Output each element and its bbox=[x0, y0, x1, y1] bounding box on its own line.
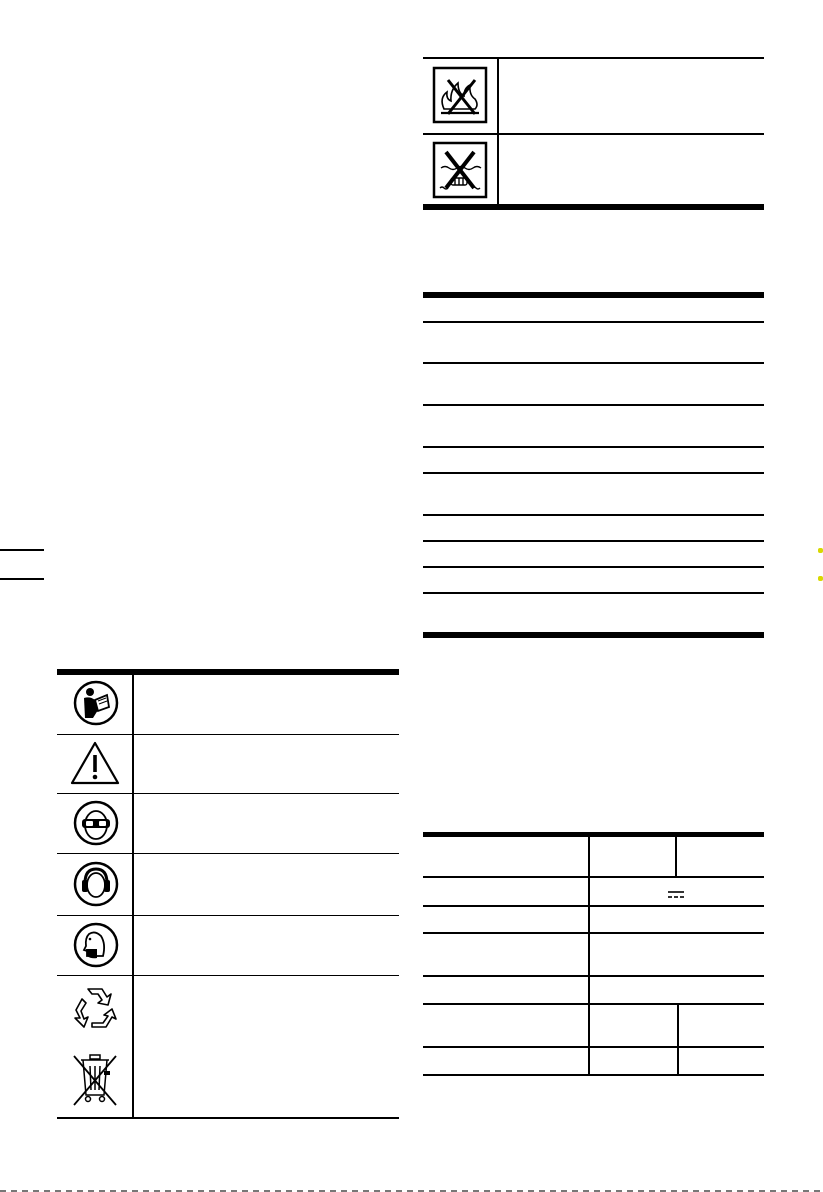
ear-protection-icon bbox=[72, 860, 120, 908]
eye-protection-icon bbox=[72, 799, 120, 847]
row-divider bbox=[57, 734, 399, 735]
table-top-rule bbox=[423, 292, 764, 298]
row-divider bbox=[423, 321, 764, 323]
row-divider bbox=[423, 514, 764, 516]
scan-mark bbox=[818, 576, 823, 581]
crossed-out-bin-icon bbox=[67, 1050, 123, 1110]
row-divider bbox=[423, 1046, 764, 1048]
scan-mark bbox=[818, 548, 823, 553]
warning-triangle-icon bbox=[68, 738, 122, 788]
table-column-divider bbox=[497, 57, 499, 207]
row-divider bbox=[423, 592, 764, 594]
row-divider bbox=[423, 362, 764, 364]
margin-tick-bottom bbox=[0, 578, 44, 580]
margin-tick-top bbox=[0, 549, 44, 551]
row-divider bbox=[423, 472, 764, 474]
row-divider bbox=[423, 540, 764, 542]
row-divider bbox=[423, 876, 764, 878]
column-divider bbox=[677, 1003, 679, 1076]
row-divider bbox=[423, 404, 764, 406]
row-divider bbox=[57, 793, 399, 794]
column-divider bbox=[588, 832, 590, 1076]
table-bottom-rule bbox=[57, 1117, 399, 1119]
column-divider bbox=[675, 832, 677, 877]
table-column-divider bbox=[132, 669, 134, 1118]
table-bottom-rule bbox=[423, 632, 764, 638]
row-divider bbox=[423, 566, 764, 568]
row-divider bbox=[423, 446, 764, 448]
dc-current-icon bbox=[666, 886, 686, 896]
table-bottom-rule bbox=[423, 1074, 764, 1076]
row-divider bbox=[423, 905, 764, 907]
row-divider bbox=[423, 133, 764, 135]
row-divider bbox=[57, 915, 399, 916]
row-divider bbox=[423, 932, 764, 934]
row-divider bbox=[423, 975, 764, 977]
row-divider bbox=[57, 975, 399, 976]
no-fire-icon bbox=[430, 64, 490, 126]
dust-mask-icon bbox=[72, 921, 120, 969]
recycle-icon bbox=[67, 982, 123, 1034]
read-manual-icon bbox=[72, 679, 120, 727]
row-divider bbox=[423, 1003, 764, 1005]
table-bottom-rule bbox=[423, 204, 764, 210]
table-top-rule bbox=[423, 57, 764, 59]
table-top-rule bbox=[423, 832, 764, 837]
table-top-rule bbox=[57, 669, 399, 675]
row-divider bbox=[57, 853, 399, 854]
no-water-icon bbox=[430, 139, 490, 201]
